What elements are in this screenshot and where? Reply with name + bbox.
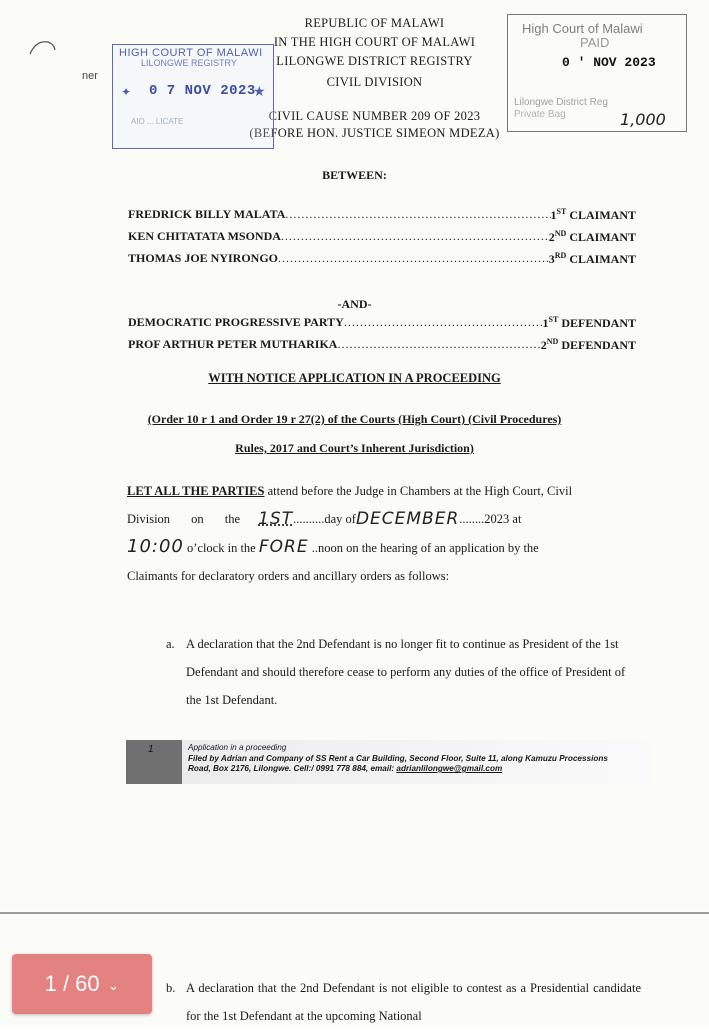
paid-stamp-private-bag: Private Bag [514, 109, 566, 120]
page-indicator-label: 1 / 60 [44, 971, 100, 996]
received-stamp-bottom: AIO ... LICATE [131, 117, 184, 126]
footer-page-box [126, 740, 182, 784]
document-title: WITH NOTICE APPLICATION IN A PROCEEDING [208, 371, 501, 385]
received-stamp-date: 0 7 NOV 2023 [149, 83, 256, 99]
received-stamp-registry: LILONGWE REGISTRY [141, 58, 237, 68]
margin-note: ner [82, 70, 98, 82]
defendant-2 [128, 337, 636, 353]
claimant-name: KEN CHITATATA MSONDA [128, 229, 281, 243]
leader-dots [344, 315, 543, 331]
footer-email-link[interactable]: adrianlilongwe@gmail.com [396, 764, 503, 773]
defendant-name: PROF ARTHUR PETER MUTHARIKA [128, 337, 338, 351]
defendant-name: DEMOCRATIC PROGRESSIVE PARTY [128, 315, 344, 329]
claimant-3 [128, 251, 636, 267]
star-icon: ★ [253, 83, 266, 99]
claimant-role: 2ND CLAIMANT [548, 229, 636, 244]
and-separator: -AND- [337, 297, 372, 311]
footer-line-3: Road, Box 2176, Lilongwe. Cell:/ 0991 778 884, email: adrianlilongwe@gmail.com [188, 764, 503, 773]
star-icon: ✦ [121, 85, 132, 99]
leader-dots [337, 337, 540, 353]
defendant-role: 2ND DEFENDANT [540, 337, 636, 352]
leader-dots [278, 251, 549, 267]
claimant-1 [128, 207, 636, 223]
paid-stamp-date: 0 ' NOV 2023 [562, 55, 656, 70]
header-court: IN THE HIGH COURT OF MALAWI [273, 35, 476, 49]
received-stamp [112, 44, 274, 149]
header-republic: REPUBLIC OF MALAWI [304, 16, 445, 30]
paid-stamp-registry: Lilongwe District Reg [514, 97, 608, 108]
document-subtitle-line-2: Rules, 2017 and Court’s Inherent Jurisdiction) [235, 441, 474, 455]
notice-line-1: LET ALL THE PARTIES attend before the Judge in Chambers at the High Court, Civil [127, 484, 573, 498]
handwritten-day: 1ST [258, 509, 294, 529]
handwritten-fore: FORE [258, 537, 309, 557]
leader-dots [281, 229, 549, 245]
footer-line-1: Application in a proceeding [188, 743, 287, 752]
document-footer [126, 740, 646, 784]
paid-stamp-court: High Court of Malawi [522, 21, 643, 36]
handwritten-fee: 1,000 [620, 110, 666, 129]
notice-line-2: Division on the 1ST ..........day of DECEMBER ........2023 at [127, 505, 639, 533]
footer-line-2: Filed by Adrian and Company of SS Rent a Car Building, Second Floor, Suite 11, along Kamuzu Processions [188, 753, 608, 763]
between-heading: BETWEEN: [322, 168, 387, 182]
footer-page-number: 1 [148, 744, 154, 755]
paid-stamp-label: PAID [580, 35, 610, 50]
document-subtitle-line-1: (Order 10 r 1 and Order 19 r 27(2) of the Courts (High Court) (Civil Procedures) [147, 412, 562, 426]
notice-lead: LET ALL THE PARTIES [127, 484, 265, 498]
notice-line-3: 10:00 o’clock in the FORE ..noon on the hearing of an application by the [127, 536, 539, 557]
page-selector-button[interactable] [12, 954, 152, 1014]
list-item [166, 630, 641, 714]
claimant-role: 3RD CLAIMANT [548, 251, 636, 266]
claimant-2 [128, 229, 636, 245]
list-item-letter: b. [166, 981, 176, 995]
defendant-1 [128, 315, 636, 331]
list-item-text: A declaration that the 2nd Defendant is no longer fit to continue as President of the 1st Defendant and should therefore cease to perform any duties of the office of President of the 1st Defendant. [186, 637, 626, 707]
chevron-down-icon: ⌄ [107, 976, 120, 993]
header-division: CIVIL DIVISION [326, 75, 423, 89]
list-item [166, 974, 641, 1030]
defendant-role: 1ST DEFENDANT [542, 315, 636, 330]
claimant-name: FREDRICK BILLY MALATA [128, 207, 286, 221]
notice-line-4: Claimants for declaratory orders and ancillary orders as follows: [127, 569, 450, 583]
footer-info [182, 740, 652, 784]
list-item-letter: a. [166, 637, 175, 651]
header-before-judge: (BEFORE HON. JUSTICE SIMEON MDEZA) [249, 126, 500, 140]
handwritten-time: 10:00 [127, 536, 184, 557]
notice-paragraph [127, 477, 639, 590]
claimant-role: 1ST CLAIMANT [550, 207, 636, 222]
received-stamp-court: HIGH COURT OF MALAWI [119, 47, 263, 59]
leader-dots [285, 207, 550, 223]
handwritten-month: DECEMBER [355, 509, 460, 529]
list-item-text: A declaration that the 2nd Defendant is not eligible to contest as a Presidential candidate for the 1st Defendant at the upcoming National [186, 981, 641, 1023]
header-registry: LILONGWE DISTRICT REGISTRY [276, 54, 473, 68]
claimant-name: THOMAS JOE NYIRONGO [128, 251, 279, 265]
header-cause-number: CIVIL CAUSE NUMBER 209 OF 2023 [268, 109, 481, 123]
